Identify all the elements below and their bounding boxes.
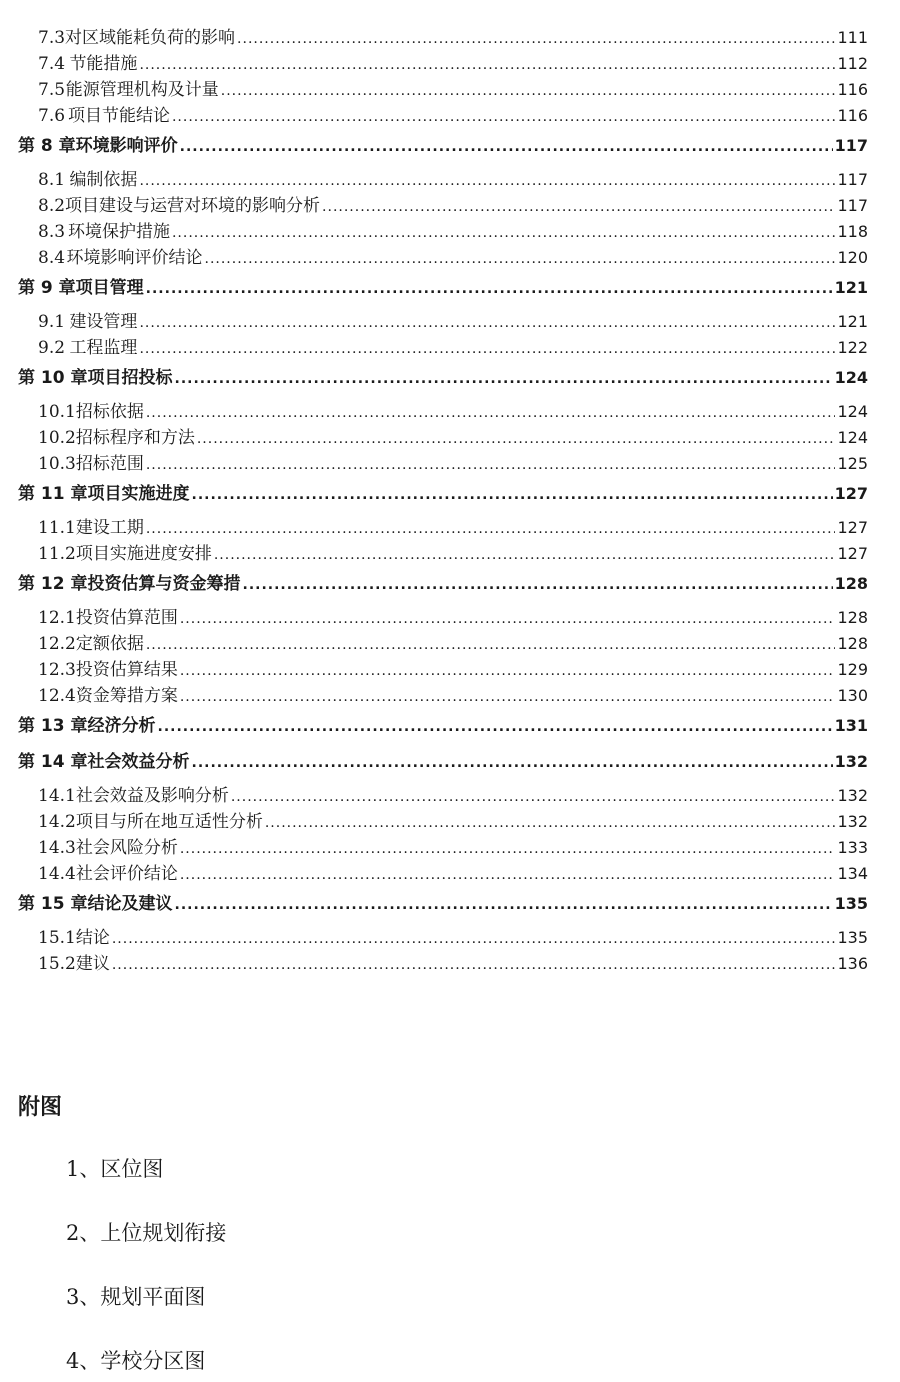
toc-section-row[interactable] [0,631,900,657]
toc-dot-leader [139,310,835,336]
toc-section-row[interactable] [0,399,900,425]
toc-page-number: 121 [837,312,868,331]
toc-entry-number: 第 9 章 [18,278,76,298]
toc-entry-title: 投资估算与资金筹措 [87,574,241,594]
toc-page-number: 127 [834,484,868,503]
toc-entry-number: 12.1 [38,608,76,628]
toc-section-row[interactable] [0,25,900,51]
toc-dot-leader [180,658,836,684]
toc-entry-number: 14.4 [38,864,76,884]
toc-dot-leader [180,836,836,862]
toc-page-number: 132 [837,786,868,805]
toc-page-number: 117 [834,136,868,155]
toc-section-row[interactable] [0,309,900,335]
toc-entry-number: 7.5 [38,80,66,100]
toc-entry-title: 社会风险分析 [75,838,178,858]
toc-entry-title: 结论 [75,928,110,948]
toc-entry-number: 15.1 [38,928,76,948]
toc-section-row[interactable] [0,861,900,887]
toc-page-number: 111 [837,28,868,47]
toc-section-row[interactable] [0,103,900,129]
toc-dot-leader [146,632,836,658]
toc-dot-leader [139,336,835,362]
toc-dot-leader [175,890,833,920]
toc-page-number: 112 [837,54,868,73]
toc-page-number: 124 [834,368,868,387]
toc-entry-title: 编制依据 [69,170,138,190]
toc-dot-leader [175,364,833,394]
toc-dot-leader [205,246,836,272]
toc-chapter-row[interactable] [0,479,900,509]
toc-entry-number: 8.4 [38,248,66,268]
toc-page-number: 134 [837,864,868,883]
toc-dot-leader [172,220,835,246]
toc-dot-leader [243,570,833,600]
toc-section-row[interactable] [0,515,900,541]
toc-entry-title: 项目实施进度安排 [75,544,212,564]
toc-dot-leader [146,400,836,426]
toc-entry-number: 第 15 章 [18,894,88,914]
toc-section-row[interactable] [0,783,900,809]
toc-page-number: 116 [837,106,868,125]
appendix-item: 3、规划平面图 [66,1285,206,1309]
toc-entry-title: 项目节能结论 [67,106,170,126]
toc-dot-leader [158,712,833,742]
toc-entry-title: 建议 [75,954,110,974]
toc-entry-title: 建设工期 [75,518,144,538]
toc-entry-title: 招标依据 [75,402,144,422]
toc-section-row[interactable] [0,657,900,683]
toc-page-number: 135 [834,894,868,913]
toc-section-row[interactable] [0,193,900,219]
toc-chapter-row[interactable] [0,273,900,303]
toc-entry-title: 环境影响评价 [75,136,178,156]
toc-entry-number: 7.4 [38,54,66,74]
toc-entry-title: 招标程序和方法 [75,428,195,448]
toc-dot-leader [197,426,836,452]
toc-entry-number: 14.3 [38,838,76,858]
toc-entry-title: 项目实施进度 [87,484,190,504]
toc-page-number: 124 [837,428,868,447]
toc-dot-leader [180,132,833,162]
toc-page-number: 125 [837,454,868,473]
toc-dot-leader [237,26,835,52]
toc-entry-title: 项目与所在地互适性分析 [75,812,263,832]
toc-section-row[interactable] [0,925,900,951]
toc-page-number: 124 [837,402,868,421]
toc-dot-leader [231,784,836,810]
toc-section-row[interactable] [0,835,900,861]
toc-entry-title: 工程监理 [69,338,138,358]
appendix-section [18,1088,878,1373]
toc-entry-number: 12.4 [38,686,76,706]
toc-entry-number: 12.3 [38,660,76,680]
toc-entry-title: 对区域能耗负荷的影响 [65,28,236,48]
toc-section-row[interactable] [0,605,900,631]
toc-entry-number: 9.1 [38,312,66,332]
toc-chapter-row[interactable] [0,747,900,777]
toc-chapter-row[interactable] [0,131,900,161]
toc-page-number: 128 [837,608,868,627]
toc-entry-title: 项目建设与运营对环境的影响分析 [65,196,321,216]
toc-entry-number: 第 12 章 [18,574,88,594]
toc-entry-title: 能源管理机构及计量 [65,80,219,100]
toc-entry-title: 建设管理 [69,312,138,332]
toc-page-number: 136 [837,954,868,973]
toc-page-number: 117 [837,170,868,189]
toc-dot-leader [139,52,835,78]
toc-section-row[interactable] [0,167,900,193]
toc-section-row[interactable] [0,51,900,77]
toc-page-number: 116 [837,80,868,99]
toc-dot-leader [146,516,836,542]
toc-entry-number: 14.1 [38,786,76,806]
toc-entry-number: 14.2 [38,812,76,832]
toc-entry-title: 投资估算结果 [75,660,178,680]
toc-entry-title: 经济分析 [87,716,156,736]
toc-dot-leader [172,104,835,130]
toc-page-number: 121 [834,278,868,297]
toc-section-row[interactable] [0,245,900,271]
toc-entry-title: 资金筹措方案 [75,686,178,706]
toc-dot-leader [180,684,836,710]
toc-chapter-row[interactable] [0,363,900,393]
toc-entry-title: 招标范围 [75,454,144,474]
toc-dot-leader [180,862,836,888]
toc-entry-title: 项目招投标 [87,368,173,388]
toc-entry-number: 第 14 章 [18,752,88,772]
toc-dot-leader [192,748,833,778]
toc-entry-number: 第 8 章 [18,136,76,156]
toc-entry-number: 7.3 [38,28,66,48]
toc-entry-number: 10.3 [38,454,76,474]
toc-entry-title: 社会评价结论 [75,864,178,884]
toc-page-number: 117 [837,196,868,215]
toc-dot-leader [214,542,836,568]
toc-entry-number: 10.2 [38,428,76,448]
toc-page-number: 135 [837,928,868,947]
toc-section-row[interactable] [0,951,900,977]
toc-entry-number: 8.2 [38,196,66,216]
toc-entry-title: 定额依据 [75,634,144,654]
toc-entry-number: 9.2 [38,338,66,358]
toc-entry-number: 8.3 [38,222,66,242]
toc-entry-number: 第 13 章 [18,716,88,736]
toc-page-number: 127 [837,544,868,563]
toc-entry-number: 8.1 [38,170,66,190]
toc-section-row[interactable] [0,451,900,477]
toc-entry-title: 结论及建议 [87,894,173,914]
toc-page-number: 131 [834,716,868,735]
table-of-contents [0,25,900,977]
toc-entry-number: 11.1 [38,518,76,538]
toc-dot-leader [322,194,835,220]
toc-entry-number: 第 10 章 [18,368,88,388]
toc-section-row[interactable] [0,809,900,835]
toc-section-row[interactable] [0,219,900,245]
toc-entry-title: 项目管理 [75,278,144,298]
toc-chapter-row[interactable] [0,711,900,741]
toc-dot-leader [146,452,836,478]
toc-section-row[interactable] [0,335,900,361]
toc-chapter-row[interactable] [0,889,900,919]
toc-page-number: 128 [837,634,868,653]
toc-section-row[interactable] [0,683,900,709]
toc-entry-title: 节能措施 [69,54,138,74]
toc-entry-number: 第 11 章 [18,484,88,504]
toc-dot-leader [112,926,836,952]
toc-entry-number: 7.6 [38,106,66,126]
appendix-item: 1、区位图 [66,1157,164,1181]
appendix-heading: 附图 [18,1095,63,1120]
toc-page-number: 133 [837,838,868,857]
toc-dot-leader [265,810,836,836]
toc-page-number: 132 [834,752,868,771]
toc-entry-title: 环境保护措施 [67,222,170,242]
toc-page-number: 122 [837,338,868,357]
toc-dot-leader [146,274,833,304]
toc-entry-title: 投资估算范围 [75,608,178,628]
toc-page-number: 129 [837,660,868,679]
toc-page-number: 127 [837,518,868,537]
toc-entry-title: 社会效益及影响分析 [75,786,229,806]
toc-dot-leader [221,78,836,104]
toc-dot-leader [139,168,835,194]
appendix-item: 2、上位规划衔接 [66,1221,227,1245]
toc-page-number: 128 [834,574,868,593]
toc-dot-leader [192,480,833,510]
appendix-item: 4、学校分区图 [66,1349,206,1373]
toc-entry-number: 15.2 [38,954,76,974]
toc-entry-title: 社会效益分析 [87,752,190,772]
toc-page-number: 130 [837,686,868,705]
toc-entry-number: 10.1 [38,402,76,422]
toc-section-row[interactable] [0,425,900,451]
toc-page-number: 132 [837,812,868,831]
toc-entry-number: 11.2 [38,544,76,564]
toc-page-number: 118 [837,222,868,241]
toc-section-row[interactable] [0,77,900,103]
toc-dot-leader [180,606,836,632]
toc-page-number: 120 [837,248,868,267]
toc-entry-title: 环境影响评价结论 [66,248,203,268]
toc-dot-leader [112,952,836,978]
toc-entry-number: 12.2 [38,634,76,654]
toc-chapter-row[interactable] [0,569,900,599]
toc-section-row[interactable] [0,541,900,567]
